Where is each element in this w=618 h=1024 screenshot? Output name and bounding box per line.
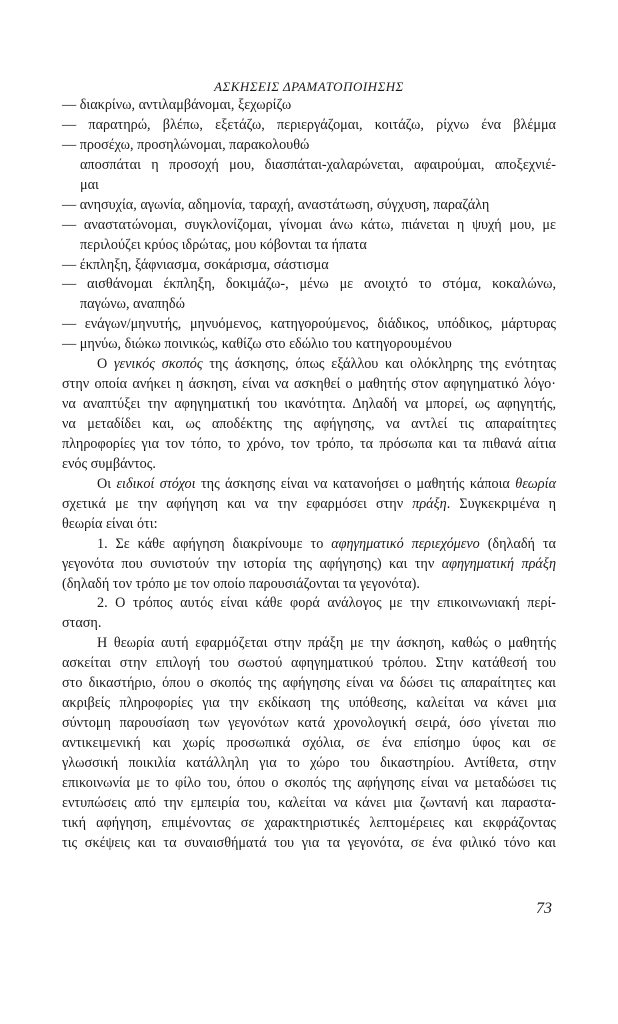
- text-segment: πληροφορίες για τον τόπο, το χρόνο, τον τρόπο, τα πρόσωπα και τα πιθανά αίτια: [62, 435, 556, 452]
- text-line: [62, 315, 556, 335]
- text-line: [62, 634, 556, 654]
- emphasized-text: αφηγηματική πράξη: [441, 555, 556, 572]
- text-line: [62, 575, 556, 595]
- text-segment: ενός συμβάντος.: [62, 455, 156, 472]
- text-line: [62, 455, 556, 475]
- text-segment: γλωσσική ποικιλία κατάλληλη για το χώρο του δικαστηρίου. Αντίθετα, στην: [62, 754, 556, 771]
- text-line: [62, 475, 556, 495]
- text-segment: (δηλαδή τα: [479, 535, 556, 552]
- text-segment: εντυπώσεις από την εμπειρία του, καλείται να κάνει μια ζωντανή και παραστα-: [62, 794, 556, 811]
- text-segment: να αναπτύξει την αφηγηματική του ικανότητα. Δηλαδή να μπορεί, ως αφηγητής,: [62, 396, 556, 413]
- text-line: [62, 814, 556, 834]
- text-segment: γεγονότα που συνιστούν την ιστορία της αφήγησης) και την: [62, 555, 442, 572]
- text-line: [62, 335, 556, 355]
- text-line: [62, 256, 556, 276]
- text-line: [62, 594, 556, 614]
- text-segment: — ενάγων/μηνυτής, μηνυόμενος, κατηγορούμενος, διάδικος, υπόδικος, μάρτυρας: [62, 316, 556, 333]
- text-line: [62, 535, 556, 555]
- text-line: [62, 96, 556, 116]
- emphasized-text: ειδικοί στόχοι: [116, 475, 196, 492]
- text-line: [62, 196, 556, 216]
- text-line: [62, 216, 556, 236]
- text-segment: επικοινωνία με το φίλο του, όπου ο σκοπός της αφήγησης είναι να μεταδώσει τις: [62, 774, 556, 791]
- text-line: [62, 176, 556, 196]
- text-segment: της άσκησης, όπως εξάλλου και ολόκληρης της ενότητας: [202, 356, 556, 373]
- text-segment: τική αφήγηση, επιμένοντας σε χαρακτηριστικές λεπτομέρειες και εκφράζοντας: [62, 814, 556, 831]
- text-line: [62, 515, 556, 535]
- text-segment: στην οποία ανήκει η άσκηση, είναι να ασκηθεί ο μαθητής στον αφηγηματικό λόγο·: [62, 376, 556, 393]
- text-line: [62, 674, 556, 694]
- text-segment: παγώνω, αναπηδώ: [80, 296, 185, 313]
- text-line: [62, 734, 556, 754]
- emphasized-text: γενικός σκοπός: [113, 356, 203, 373]
- text-line: [62, 694, 556, 714]
- text-segment: (δηλαδή τον τρόπο με τον οποίο παρουσιάζονται τα γεγονότα).: [62, 575, 420, 592]
- text-line: [62, 295, 556, 315]
- text-segment: μαι: [80, 176, 99, 193]
- text-line: [62, 654, 556, 674]
- text-segment: — αναστατώνομαι, συγκλονίζομαι, γίνομαι άνω κάτω, πιάνεται η ψυχή μου, με: [62, 216, 556, 233]
- text-segment: αποσπάται η προσοχή μου, διασπάται-χαλαρώνεται, αφαιρούμαι, αποξεχνιέ-: [80, 156, 556, 173]
- text-line: [62, 275, 556, 295]
- text-segment: — προσέχω, προσηλώνομαι, παρακολουθώ: [62, 136, 310, 153]
- text-segment: ασκείται στην επιλογή του σωστού αφηγηματικού τρόπου. Στην κατάθεσή του: [62, 655, 556, 672]
- text-line: [62, 375, 556, 395]
- emphasized-text: θεωρία: [515, 475, 557, 492]
- text-segment: — ανησυχία, αγωνία, αδημονία, ταραχή, αναστάτωση, σύγχυση, παραζάλη: [62, 196, 490, 213]
- text-segment: της άσκησης είναι να κατανοήσει ο μαθητής κάποια: [195, 475, 516, 492]
- text-line: [62, 834, 556, 854]
- text-segment: περιλούζει κρύος ιδρώτας, μου κόβονται τα ήπατα: [80, 236, 367, 253]
- text-line: [62, 136, 556, 156]
- text-segment: τις σκέψεις και τα συναισθήματά του για τα γεγονότα, σε ένα φιλικό τόνο και: [62, 834, 556, 851]
- text-line: [62, 754, 556, 774]
- text-segment: — διακρίνω, αντιλαμβάνομαι, ξεχωρίζω: [62, 97, 292, 113]
- text-line: [62, 435, 556, 455]
- page-number: 73: [536, 900, 552, 917]
- text-line: [62, 156, 556, 176]
- emphasized-text: πράξη: [412, 495, 447, 512]
- text-line: [62, 794, 556, 814]
- text-line: [62, 555, 556, 575]
- text-segment: Ο: [97, 356, 114, 373]
- emphasized-text: αφηγηματικό περιεχόμενο: [331, 535, 480, 552]
- text-segment: Η θεωρία αυτή εφαρμόζεται στην πράξη με την άσκηση, καθώς ο μαθητής: [97, 635, 556, 652]
- text-segment: — αισθάνομαι έκπληξη, δοκιμάζω-, μένω με ανοιχτό το στόμα, κοκαλώνω,: [62, 276, 556, 293]
- text-line: [62, 355, 556, 375]
- text-segment: ακριβείς πληροφορίες για την εκδίκαση της υπόθεσης, καλείται να κάνει μια: [62, 695, 556, 712]
- text-segment: σταση.: [62, 615, 102, 632]
- text-line: [62, 614, 556, 634]
- text-segment: σύντομη παρουσίαση των γεγονότων κατά χρονολογική σειρά, όσο γίνεται πιο: [62, 715, 556, 732]
- text-segment: θεωρία είναι ότι:: [62, 515, 158, 532]
- text-segment: — παρατηρώ, βλέπω, εξετάζω, περιεργάζομαι, κοιτάζω, ρίχνω ένα βλέμμα: [62, 116, 556, 133]
- running-header: ΑΣΚΗΣΕΙΣ ΔΡΑΜΑΤΟΠΟΙΗΣΗΣ: [214, 79, 404, 94]
- text-segment: αντικειμενική και χωρίς προσωπικά σχόλια, σε ένα επίσημο ύφος και σε: [62, 735, 556, 751]
- text-segment: 1. Σε κάθε αφήγηση διακρίνουμε το: [97, 535, 332, 552]
- text-line: [62, 774, 556, 794]
- text-segment: — έκπληξη, ξάφνιασμα, σοκάρισμα, σάστισμα: [62, 256, 329, 273]
- text-line: [62, 495, 556, 515]
- text-segment: σχετικά με την αφήγηση και να την εφαρμόσει στην: [62, 495, 413, 512]
- text-line: [62, 714, 556, 734]
- text-line: [62, 116, 556, 136]
- text-segment: . Συγκεκριμένα η: [446, 495, 556, 512]
- text-segment: στο δικαστήριο, όπου ο σκοπός της αφήγησης είναι να δώσει τις απαραίτητες και: [62, 675, 556, 692]
- text-segment: 2. Ο τρόπος αυτός είναι κάθε φορά ανάλογος με την επικοινωνιακή περί-: [97, 595, 556, 612]
- text-segment: να μεταδίδει και, ως αποδέκτης της αφήγησης, να αντλεί τις απαραίτητες: [62, 416, 556, 432]
- text-line: [62, 415, 556, 435]
- text-line: [62, 236, 556, 256]
- page-body: [62, 96, 556, 854]
- text-segment: — μηνύω, διώκω ποινικώς, καθίζω στο εδώλιο του κατηγορουμένου: [62, 336, 452, 353]
- text-line: [62, 395, 556, 415]
- text-segment: Οι: [97, 475, 117, 492]
